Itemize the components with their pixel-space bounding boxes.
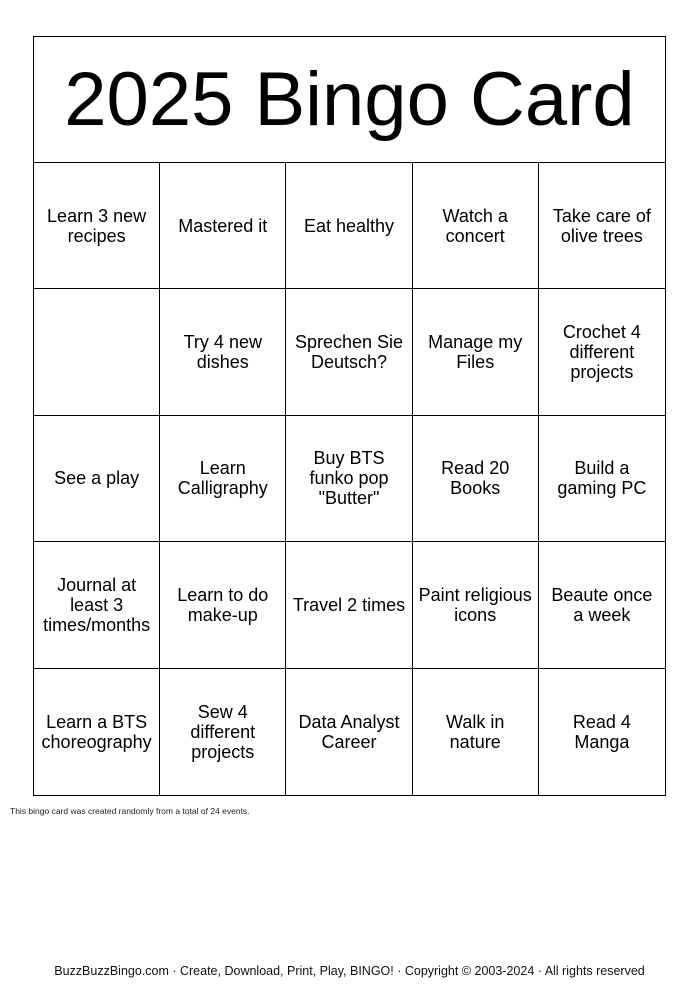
cell-text: Read 20 Books (441, 458, 510, 499)
bingo-cell (539, 416, 665, 542)
cell-text: Travel 2 times (292, 594, 406, 615)
bingo-cell (539, 289, 665, 415)
cell-text: Watch a concert (442, 205, 508, 246)
random-events-note: This bingo card was created randomly from a total of 24 events. (10, 806, 250, 816)
cell-text: Learn a BTS choreography (41, 711, 152, 752)
cell-text: Beaute once a week (551, 584, 653, 625)
bingo-cell (34, 163, 160, 289)
cell-text: Learn to do make-up (177, 584, 269, 625)
bingo-cell (286, 669, 412, 795)
cell-text: Sprechen Sie Deutsch? (294, 332, 404, 373)
cell-text: Walk in nature (446, 711, 505, 752)
bingo-grid (34, 163, 665, 795)
footer-copyright: BuzzBuzzBingo.com · Create, Download, Print, Play, BINGO! · Copyright © 2003-2024 · All rights reserved (54, 964, 645, 978)
cell-text: Take care of olive trees (552, 205, 651, 246)
cell-text: Build a gaming PC (557, 458, 647, 499)
bingo-cell (286, 289, 412, 415)
cell-text: Journal at least 3 times/months (43, 574, 151, 635)
cell-text: Data Analyst Career (298, 711, 400, 752)
cell-text: Crochet 4 different projects (562, 322, 641, 383)
bingo-cell (160, 163, 286, 289)
cell-text: Learn 3 new recipes (47, 205, 147, 246)
bingo-cell (286, 542, 412, 668)
bingo-cell (34, 542, 160, 668)
cell-text: Sew 4 different projects (190, 701, 256, 762)
bingo-cell (539, 163, 665, 289)
cell-text: Eat healthy (303, 215, 395, 236)
cell-text: Buy BTS funko pop "Butter" (309, 448, 389, 509)
cell-text: Read 4 Manga (572, 711, 631, 752)
bingo-cell (539, 542, 665, 668)
cell-text: Mastered it (178, 215, 268, 236)
bingo-cell (160, 669, 286, 795)
bingo-cell (413, 542, 539, 668)
bingo-cell (413, 416, 539, 542)
bingo-cell (286, 416, 412, 542)
bingo-cell (34, 669, 160, 795)
bingo-cell (413, 163, 539, 289)
bingo-cell (539, 669, 665, 795)
bingo-cell (160, 542, 286, 668)
title-row (34, 37, 665, 163)
cell-text: Paint religious icons (418, 584, 532, 625)
cell-text: Manage my Files (428, 332, 523, 373)
bingo-cell (160, 289, 286, 415)
cell-text: Try 4 new dishes (183, 332, 262, 373)
bingo-cell (413, 289, 539, 415)
bingo-cell (286, 163, 412, 289)
cell-text: Learn Calligraphy (177, 458, 268, 499)
card-title: 2025 Bingo Card (64, 56, 635, 142)
bingo-card (33, 36, 666, 796)
bingo-cell (413, 669, 539, 795)
bingo-cell (160, 416, 286, 542)
cell-text: See a play (54, 468, 140, 489)
bingo-cell-free (34, 289, 160, 415)
bingo-cell (34, 416, 160, 542)
